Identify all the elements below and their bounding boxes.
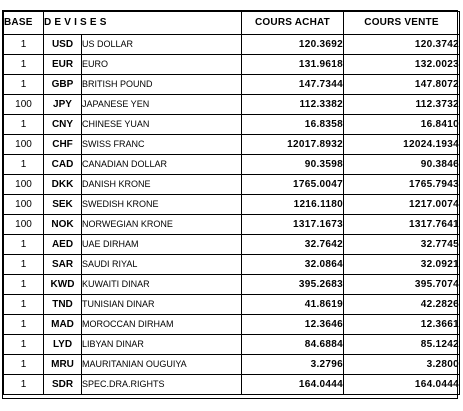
table-body [4,35,460,395]
currency-code-cell: MAD [44,315,82,335]
buy-rate-cell: 32.0864 [242,255,344,275]
buy-rate-cell: 112.3382 [242,95,344,115]
table-row [4,35,460,55]
table-row [4,255,460,275]
currency-code-cell: JPY [44,95,82,115]
buy-rate-cell: 32.7642 [242,235,344,255]
table-row [4,135,460,155]
base-cell: 1 [4,115,44,135]
sell-rate-cell: 1317.7641 [344,215,460,235]
currency-code-cell: SDR [44,375,82,395]
sell-rate-cell: 395.7074 [344,275,460,295]
sell-rate-cell: 12.3661 [344,315,460,335]
sell-rate-cell: 32.7745 [344,235,460,255]
table-row [4,335,460,355]
currency-code-cell: NOK [44,215,82,235]
currency-name-cell: JAPANESE YEN [82,95,242,115]
sell-rate-cell: 112.3732 [344,95,460,115]
currency-code-cell: AED [44,235,82,255]
currency-name-cell: NORWEGIAN KRONE [82,215,242,235]
table-row [4,175,460,195]
currency-name-cell: TUNISIAN DINAR [82,295,242,315]
table-row [4,275,460,295]
base-cell: 1 [4,235,44,255]
currency-code-cell: USD [44,35,82,55]
sell-rate-cell: 12024.1934 [344,135,460,155]
currency-code-cell: LYD [44,335,82,355]
table-row [4,55,460,75]
table-header-row [4,12,460,35]
buy-rate-cell: 1317.1673 [242,215,344,235]
sell-rate-cell: 120.3742 [344,35,460,55]
base-cell: 1 [4,315,44,335]
currency-name-cell: CHINESE YUAN [82,115,242,135]
currency-name-cell: SPEC.DRA.RIGHTS [82,375,242,395]
currency-code-cell: CAD [44,155,82,175]
buy-rate-cell: 41.8619 [242,295,344,315]
buy-rate-cell: 12017.8932 [242,135,344,155]
exchange-rates-sheet [2,10,458,399]
base-cell: 100 [4,135,44,155]
sell-rate-cell: 147.8072 [344,75,460,95]
buy-rate-cell: 164.0444 [242,375,344,395]
sell-rate-cell: 1765.7943 [344,175,460,195]
sell-rate-cell: 32.0921 [344,255,460,275]
base-cell: 1 [4,255,44,275]
buy-rate-cell: 3.2796 [242,355,344,375]
buy-rate-cell: 1765.0047 [242,175,344,195]
currency-name-cell: EURO [82,55,242,75]
currency-code-cell: SEK [44,195,82,215]
currency-name-cell: DANISH KRONE [82,175,242,195]
currency-code-cell: CNY [44,115,82,135]
currency-name-cell: UAE DIRHAM [82,235,242,255]
table-row [4,375,460,395]
exchange-rates-table [3,11,460,395]
buy-rate-cell: 395.2683 [242,275,344,295]
currency-code-cell: DKK [44,175,82,195]
currency-name-cell: US DOLLAR [82,35,242,55]
currency-name-cell: SWISS FRANC [82,135,242,155]
buy-rate-cell: 16.8358 [242,115,344,135]
sell-rate-cell: 85.1242 [344,335,460,355]
sell-rate-cell: 16.8410 [344,115,460,135]
currency-name-cell: BRITISH POUND [82,75,242,95]
header-devises: D E V I S E S [44,12,242,35]
currency-name-cell: KUWAITI DINAR [82,275,242,295]
table-row [4,315,460,335]
currency-code-cell: CHF [44,135,82,155]
sell-rate-cell: 3.2800 [344,355,460,375]
base-cell: 100 [4,195,44,215]
currency-code-cell: MRU [44,355,82,375]
base-cell: 1 [4,335,44,355]
table-row [4,235,460,255]
buy-rate-cell: 120.3692 [242,35,344,55]
sell-rate-cell: 1217.0074 [344,195,460,215]
header-base: BASE [4,12,44,35]
table-row [4,355,460,375]
currency-code-cell: GBP [44,75,82,95]
table-row [4,75,460,95]
table-row [4,155,460,175]
base-cell: 1 [4,35,44,55]
base-cell: 1 [4,275,44,295]
base-cell: 100 [4,175,44,195]
base-cell: 1 [4,375,44,395]
table-row [4,195,460,215]
base-cell: 1 [4,155,44,175]
sell-rate-cell: 164.0444 [344,375,460,395]
currency-name-cell: MOROCCAN DIRHAM [82,315,242,335]
currency-name-cell: MAURITANIAN OUGUIYA [82,355,242,375]
sell-rate-cell: 132.0023 [344,55,460,75]
sell-rate-cell: 42.2826 [344,295,460,315]
currency-name-cell: LIBYAN DINAR [82,335,242,355]
base-cell: 1 [4,295,44,315]
base-cell: 1 [4,355,44,375]
currency-name-cell: SAUDI RIYAL [82,255,242,275]
table-row [4,295,460,315]
currency-name-cell: SWEDISH KRONE [82,195,242,215]
base-cell: 100 [4,95,44,115]
table-row [4,215,460,235]
base-cell: 100 [4,215,44,235]
currency-code-cell: TND [44,295,82,315]
buy-rate-cell: 147.7344 [242,75,344,95]
table-row [4,115,460,135]
sell-rate-cell: 90.3846 [344,155,460,175]
buy-rate-cell: 12.3646 [242,315,344,335]
buy-rate-cell: 131.9618 [242,55,344,75]
buy-rate-cell: 1216.1180 [242,195,344,215]
currency-code-cell: KWD [44,275,82,295]
currency-name-cell: CANADIAN DOLLAR [82,155,242,175]
currency-code-cell: EUR [44,55,82,75]
header-buy-rate: COURS ACHAT [242,12,344,35]
buy-rate-cell: 90.3598 [242,155,344,175]
table-row [4,95,460,115]
header-sell-rate: COURS VENTE [344,12,460,35]
buy-rate-cell: 84.6884 [242,335,344,355]
base-cell: 1 [4,75,44,95]
base-cell: 1 [4,55,44,75]
currency-code-cell: SAR [44,255,82,275]
